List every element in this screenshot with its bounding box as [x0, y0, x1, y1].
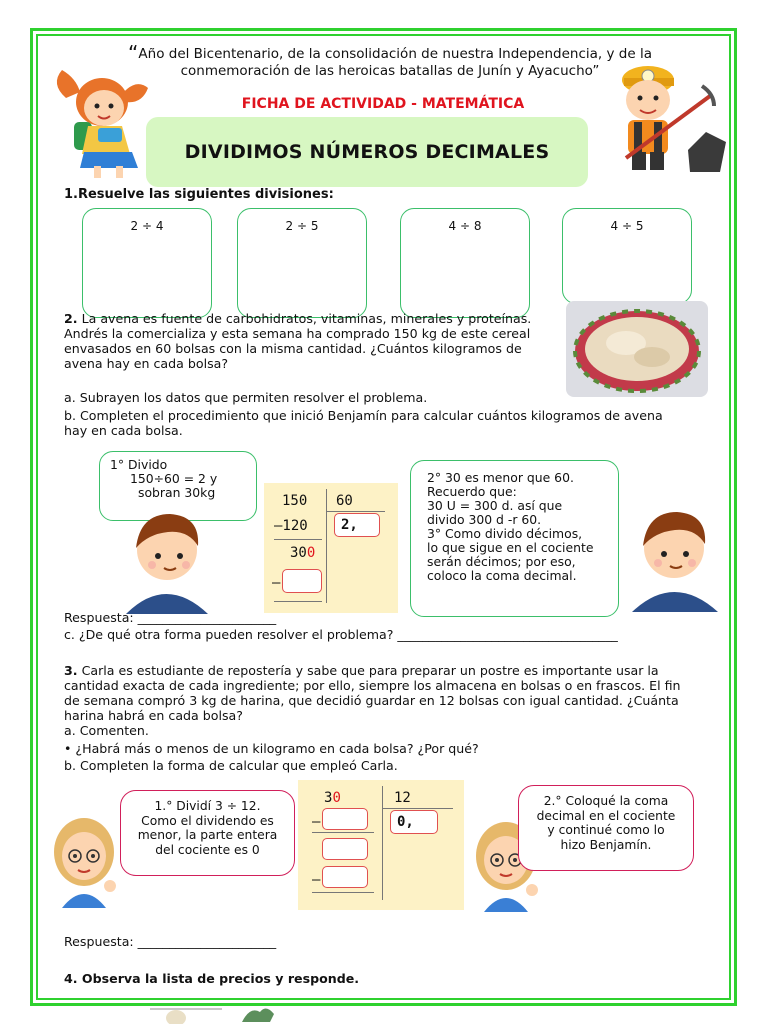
carla-subtraction-box-1[interactable] [322, 808, 368, 830]
question-2c[interactable]: c. ¿De qué otra forma pueden resolver el problema? ___________________________________ [64, 627, 618, 642]
activity-sheet-label: FICHA DE ACTIVIDAD - MATEMÁTICA [241, 96, 525, 112]
motto-text: “Año del Bicentenario, de la consolidación de nuestra Independencia, y de la conmemoración de las heroicas batallas de Junín y Ayacucho” [128, 41, 652, 79]
question-2-text: 2. La avena es fuente de carbohidratos, vitaminas, minerales y proteínas. Andrés la comercializa y esta semana ha comprado 150 kg de este cereal envasados en 60 bolsas con la misma cantidad. ¿Cuántos kilogramos de avena hay en cada bolsa? [64, 311, 532, 371]
carla-subtraction-box-2[interactable] [322, 866, 368, 888]
question-3-answer-line[interactable]: Respuesta: ______________________ [64, 934, 277, 949]
carla-bubble-step2: 2.° Coloqué la coma decimal en el cociente y continué como lo hizo Benjamín. [518, 785, 694, 871]
benjamin-bubble-step2-3: 2° 30 es menor que 60. Recuerdo que: 30 U = 300 d. así que divido 300 d -r 60. 3° Como divido décimos, lo que sigue en el cociente serán décimos; por eso, coloco la coma decimal. [410, 460, 619, 617]
question-2-answer-line[interactable]: Respuesta: ______________________ [64, 610, 277, 625]
question-1-label: 1.Resuelve las siguientes divisiones: [64, 187, 334, 202]
carla-dividend: 30 [324, 790, 341, 806]
question-3a: a. Comenten. [64, 723, 149, 738]
oats-photo [566, 301, 708, 397]
subtraction-box[interactable] [282, 569, 322, 593]
division-box-3[interactable]: 4 ÷ 8 [400, 208, 530, 318]
remainder-value: 300 [290, 545, 316, 561]
benjamin-bubble-step1: 1° Divido 150÷60 = 2 y sobran 30kg [99, 451, 257, 521]
division-procedure-carla: 30 12 – 0, – [298, 780, 464, 910]
division-procedure-benjamin: 150 60 –120 2, 300 – [264, 483, 398, 613]
carla-quotient-box[interactable]: 0, [390, 810, 438, 834]
carla-avatar-left [44, 812, 124, 908]
question-3b: b. Completen la forma de calcular que empleó Carla. [64, 758, 398, 773]
boy-avatar-left [112, 510, 222, 614]
division-box-1[interactable]: 2 ÷ 4 [82, 208, 212, 318]
question-3-text: 3. Carla es estudiante de repostería y sabe que para preparar un postre es importante usar la cantidad exacta de cada ingrediente; por ello, siempre los almacena en bolsas o en frascos. El fin de semana compró 3 kg de harina, que decidió guardar en 12 bolsas con igual cantidad. ¿Cuánta harina habrá en cada bolsa? [64, 663, 681, 723]
carla-bubble-step1: 1.° Dividí 3 ÷ 12. Como el dividendo es menor, la parte entera del cociente es 0 [120, 790, 295, 876]
carla-remainder-box[interactable] [322, 838, 368, 860]
division-box-2[interactable]: 2 ÷ 5 [237, 208, 367, 318]
page-title: DIVIDIMOS NÚMEROS DECIMALES [184, 141, 550, 163]
division-box-4[interactable]: 4 ÷ 5 [562, 208, 692, 304]
question-2b: b. Completen el procedimiento que inició Benjamín para calcular cuántos kilogramos de avena hay en cada bolsa. [64, 408, 663, 438]
title-banner [146, 117, 588, 187]
boy-avatar-right [618, 508, 730, 612]
product-images-partial [150, 1002, 310, 1024]
quotient-box[interactable]: 2, [334, 513, 380, 537]
question-4-label: 4. Observa la lista de precios y responde. [64, 971, 360, 986]
question-3-bullet: • ¿Habrá más o menos de un kilogramo en cada bolsa? ¿Por qué? [64, 741, 479, 756]
question-2a: a. Subrayen los datos que permiten resolver el problema. [64, 390, 428, 405]
